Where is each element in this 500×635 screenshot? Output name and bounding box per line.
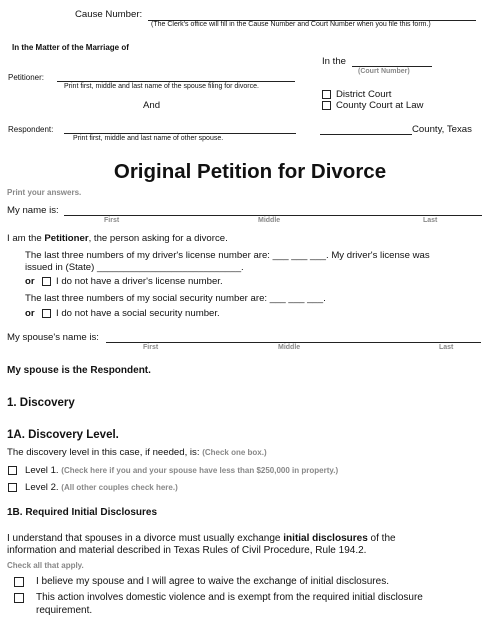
county-court-label: County Court at Law: [336, 100, 424, 111]
spouse-last-hint: Last: [439, 344, 454, 351]
in-the-label: In the: [322, 56, 347, 67]
license-line-2: issued in (State) ___________________________.: [25, 262, 244, 273]
spouse-name-label: My spouse's name is:: [7, 332, 99, 343]
discovery-heading: 1. Discovery: [7, 397, 75, 409]
district-court-checkbox[interactable]: [322, 90, 331, 99]
spouse-first-hint: First: [143, 344, 159, 351]
my-name-middle-hint: Middle: [258, 217, 281, 224]
cause-number-label: Cause Number:: [75, 9, 143, 20]
waive-disclosures-label: I believe my spouse and I will agree to waive the exchange of initial disclosures.: [36, 576, 389, 587]
petitioner-hint: Print first, middle and last name of the spouse filing for divorce.: [64, 83, 259, 90]
court-number-hint: (Court Number): [358, 68, 410, 75]
level-2-option: Level 2. (All other couples check here.): [25, 482, 178, 493]
spouse-respondent-statement: My spouse is the Respondent.: [7, 365, 151, 376]
disclosures-heading: 1B. Required Initial Disclosures: [7, 507, 158, 518]
my-name-field[interactable]: [64, 215, 482, 216]
domestic-violence-line-1: This action involves domestic violence and is exempt from the required initial disclosure: [36, 592, 423, 603]
domestic-violence-line-2: requirement.: [36, 605, 93, 616]
or-label-ssn: or: [25, 308, 35, 319]
my-name-last-hint: Last: [423, 217, 438, 224]
respondent-label: Respondent:: [8, 125, 54, 134]
check-all-note: Check all that apply.: [7, 561, 84, 570]
district-court-label: District Court: [336, 89, 392, 100]
matter-heading: In the Matter of the Marriage of: [12, 43, 129, 52]
level-2-checkbox[interactable]: [8, 483, 17, 492]
cause-number-note: (The Clerk's office will fill in the Cause Number and Court Number when you file this form.): [151, 21, 431, 28]
waive-disclosures-checkbox[interactable]: [14, 577, 24, 587]
petitioner-statement: I am the Petitioner, the person asking for a divorce.: [7, 233, 228, 244]
petitioner-label: Petitioner:: [8, 73, 45, 82]
respondent-hint: Print first, middle and last name of other spouse.: [73, 135, 224, 142]
print-answers-note: Print your answers.: [7, 188, 82, 197]
county-court-checkbox[interactable]: [322, 101, 331, 110]
discovery-level-heading: 1A. Discovery Level.: [7, 429, 119, 441]
respondent-name-field[interactable]: [64, 133, 296, 134]
domestic-violence-checkbox[interactable]: [14, 593, 24, 603]
spouse-name-field[interactable]: [106, 342, 481, 343]
court-number-field[interactable]: [352, 66, 432, 67]
level-1-checkbox[interactable]: [8, 466, 17, 475]
my-name-label: My name is:: [7, 205, 59, 216]
or-label-license: or: [25, 276, 35, 287]
county-field[interactable]: [320, 134, 412, 135]
no-ssn-checkbox[interactable]: [42, 309, 51, 318]
and-label: And: [143, 100, 161, 111]
no-license-label: I do not have a driver's license number.: [56, 276, 223, 287]
disclosures-line-2: information and material described in Texas Rules of Civil Procedure, Rule 194.2.: [7, 545, 367, 556]
page-title: Original Petition for Divorce: [113, 160, 387, 183]
license-line-1: The last three numbers of my driver's license number are: ___ ___ ___. My driver's license was: [25, 250, 430, 261]
petitioner-name-field[interactable]: [57, 81, 295, 82]
disclosures-line-1: I understand that spouses in a divorce must usually exchange initial disclosures of the: [7, 533, 396, 544]
my-name-first-hint: First: [104, 217, 120, 224]
no-license-checkbox[interactable]: [42, 277, 51, 286]
discovery-level-text: The discovery level in this case, if needed, is: (Check one box.): [7, 447, 267, 458]
ssn-line: The last three numbers of my social security number are: ___ ___ ___.: [25, 293, 326, 304]
level-1-option: Level 1. (Check here if you and your spouse have less than $250,000 in property.): [25, 465, 339, 476]
spouse-middle-hint: Middle: [278, 344, 301, 351]
no-ssn-label: I do not have a social security number.: [56, 308, 220, 319]
county-texas-label: County, Texas: [412, 124, 472, 135]
